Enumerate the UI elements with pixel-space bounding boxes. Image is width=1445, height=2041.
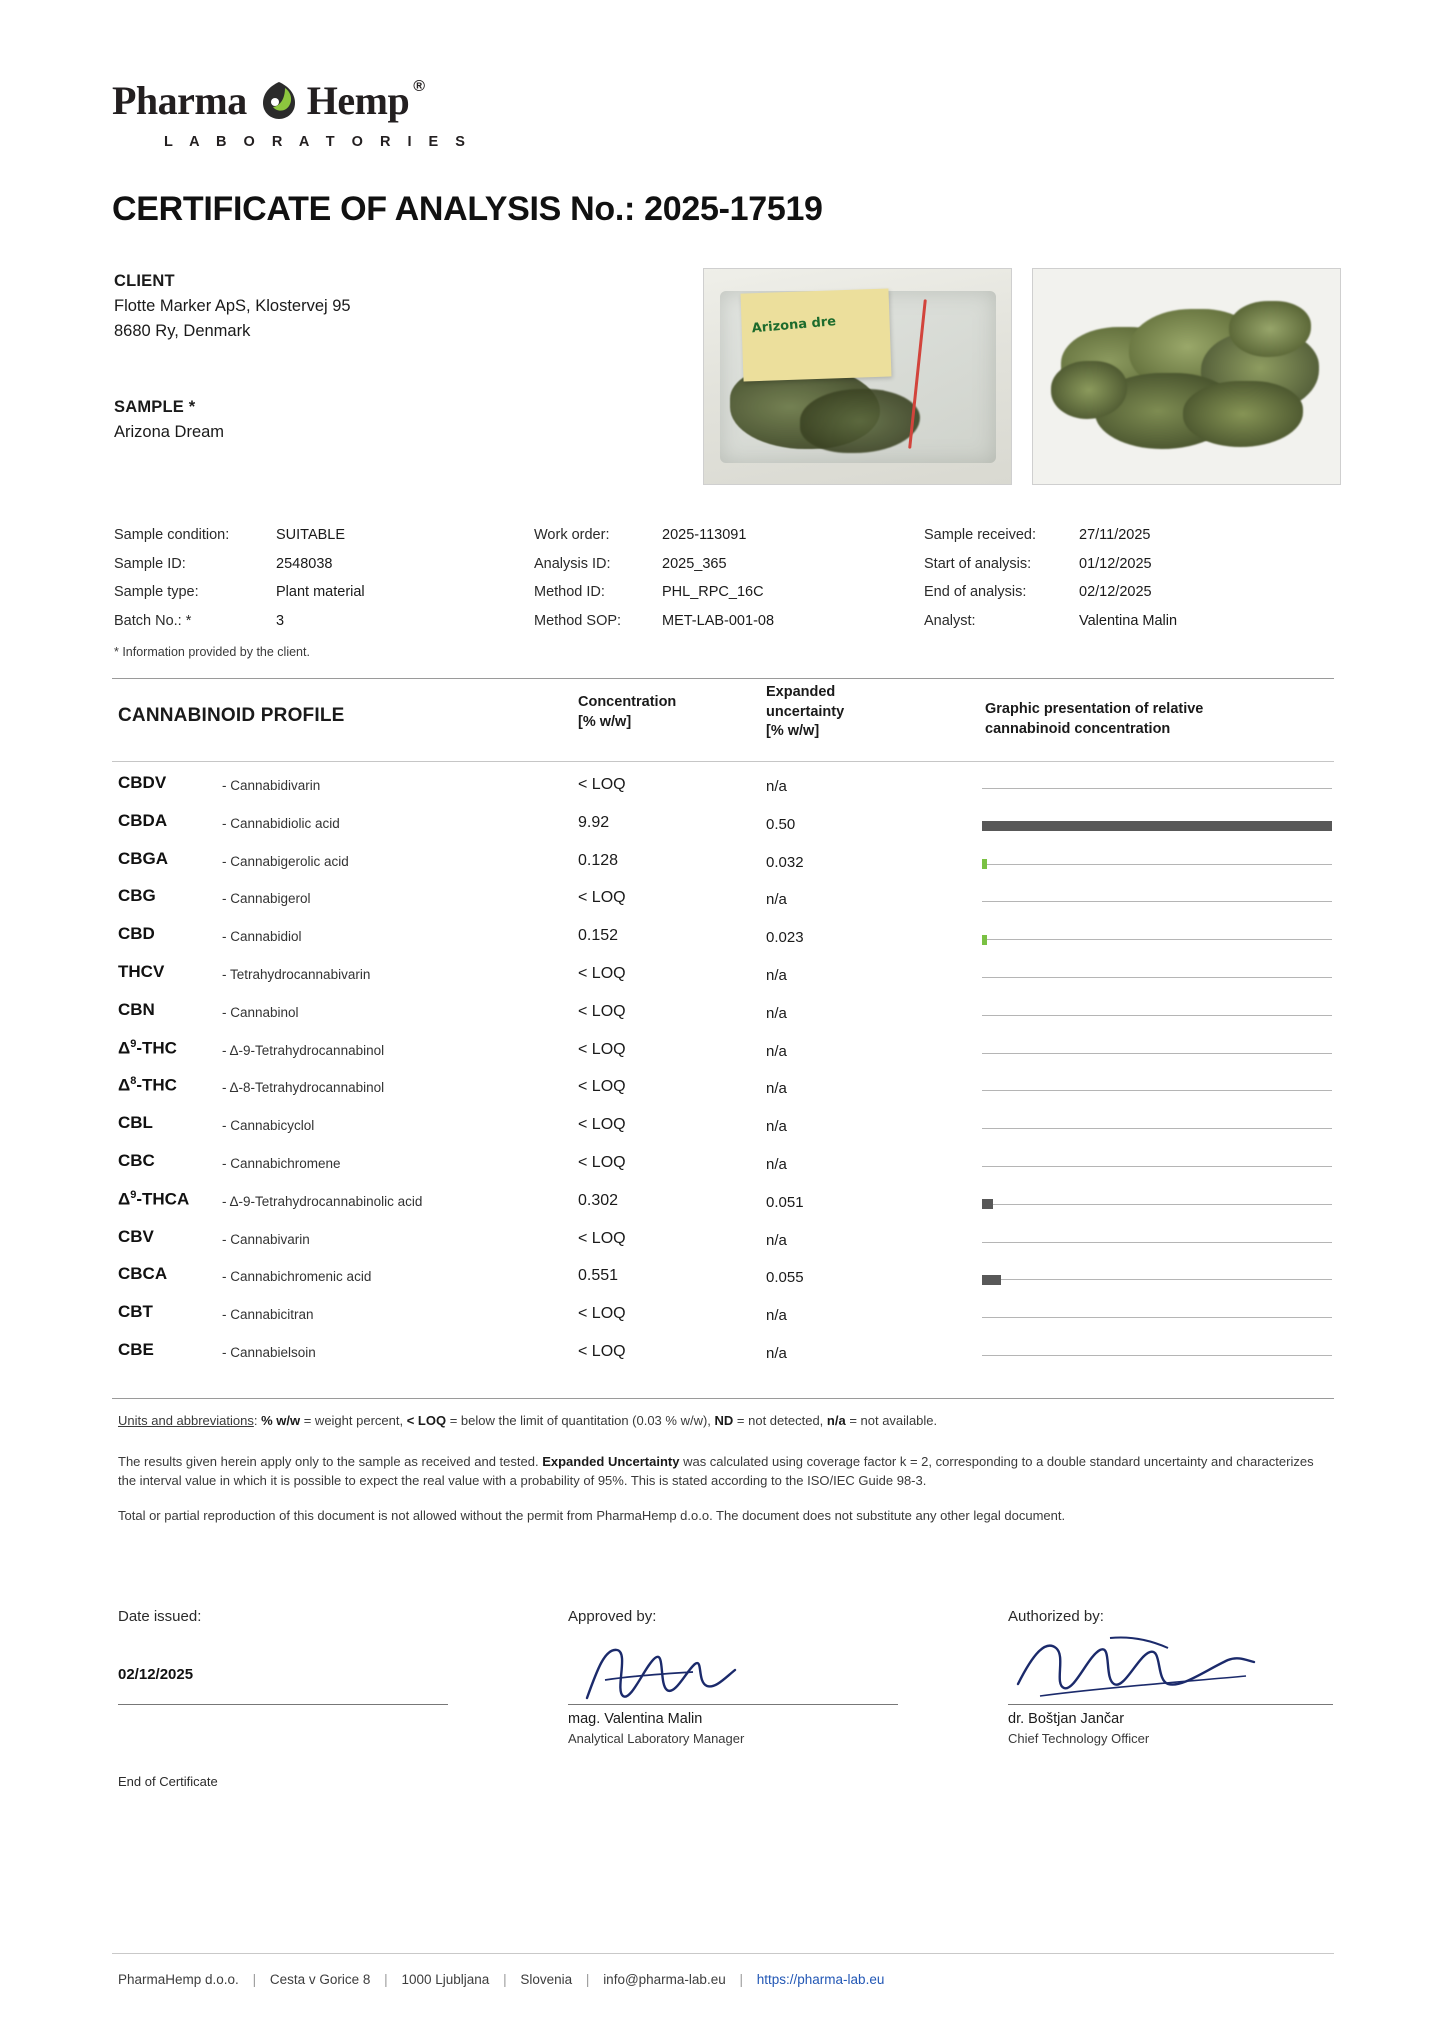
cannabinoid-abbreviation: CBT	[118, 1302, 153, 1322]
units-b4: n/a	[826, 1413, 846, 1428]
approved-signer-name: mag. Valentina Malin	[568, 1711, 703, 1727]
graph-line1: Graphic presentation of relative	[985, 701, 1204, 717]
logo-text-hemp: Hemp	[306, 77, 410, 123]
bar-track	[982, 788, 1332, 789]
table-row	[0, 1033, 1445, 1071]
bar-fill	[982, 1199, 993, 1209]
uncertainty-value: n/a	[766, 1042, 787, 1060]
concentration-value: < LOQ	[578, 1116, 626, 1134]
meta-row	[114, 613, 365, 629]
hemp-buds-photo	[1032, 268, 1341, 485]
cannabinoid-abbreviation: CBD	[118, 924, 155, 944]
footer-separator: |	[503, 1972, 507, 1987]
cannabinoid-name: - Cannabinol	[222, 1004, 299, 1020]
uncertainty-line2: uncertainty	[766, 703, 845, 720]
units-label: Units and abbreviations	[118, 1413, 254, 1428]
cannabinoid-name: - Cannabielsoin	[222, 1344, 316, 1360]
units-t2: = weight percent,	[300, 1413, 407, 1428]
bar-track	[982, 1317, 1332, 1318]
meta-row	[924, 527, 1177, 543]
footer-country: Slovenia	[520, 1972, 573, 1987]
table-row	[0, 1146, 1445, 1184]
bar-track	[982, 1166, 1332, 1167]
meta-row	[534, 613, 774, 629]
end-of-certificate: End of Certificate	[118, 1774, 218, 1789]
cannabinoid-abbreviation: CBV	[118, 1226, 154, 1246]
cannabinoid-name: - Cannabichromenic acid	[222, 1269, 372, 1285]
bar-track	[982, 977, 1332, 978]
logo-subtitle: L A B O R A T O R I E S	[164, 134, 472, 150]
cannabinoid-abbreviation: CBCA	[118, 1264, 168, 1284]
meta-value: 3	[276, 612, 285, 629]
table-row	[0, 957, 1445, 995]
uncertainty-value: n/a	[766, 1307, 787, 1325]
meta-key: Sample type:	[114, 584, 199, 600]
bar-track	[982, 1128, 1332, 1129]
concentration-value: < LOQ	[578, 776, 626, 793]
meta-value: SUITABLE	[276, 527, 346, 543]
units-t4: = not detected,	[733, 1413, 827, 1428]
table-header-uncertainty	[766, 683, 844, 742]
date-issued-label: Date issued:	[118, 1608, 202, 1625]
units-b1: % w/w	[261, 1413, 301, 1428]
client-address-line1: Flotte Marker ApS, Klostervej 95	[114, 297, 351, 315]
units-t3: = below the limit of quantitation (0.03 % w/w),	[446, 1413, 715, 1428]
meta-key: Batch No.: *	[114, 612, 192, 629]
uncertainty-line1: Expanded	[766, 684, 836, 700]
cannabinoid-name: - Cannabivarin	[222, 1231, 310, 1247]
page-title: CERTIFICATE OF ANALYSIS No.: 2025-17519	[112, 190, 823, 228]
authorized-signature	[1010, 1626, 1260, 1713]
meta-row	[114, 584, 365, 600]
cannabinoid-abbreviation: CBGA	[118, 848, 169, 868]
table-row	[0, 995, 1445, 1033]
footer-separator: |	[384, 1972, 388, 1987]
meta-value: 27/11/2025	[1079, 527, 1151, 543]
table-row	[0, 919, 1445, 957]
concentration-value: 0.128	[578, 851, 619, 869]
table-row	[0, 1184, 1445, 1222]
concentration-line2: [% w/w]	[578, 713, 632, 730]
client-address-line2: 8680 Ry, Denmark	[114, 322, 251, 340]
meta-key: Method SOP:	[534, 612, 622, 629]
meta-value: PHL_RPC_16C	[662, 584, 764, 600]
date-signature-line	[118, 1704, 448, 1705]
meta-row	[924, 613, 1177, 629]
units-note	[118, 1412, 1334, 1431]
footer-postal: 1000 Ljubljana	[401, 1972, 490, 1987]
cannabinoid-abbreviation: CBC	[118, 1150, 155, 1170]
approved-by-label: Approved by:	[568, 1608, 657, 1625]
table-row	[0, 844, 1445, 882]
bar-track	[982, 1204, 1332, 1205]
cannabinoid-abbreviation: CBL	[118, 1113, 153, 1133]
logo-row	[112, 72, 471, 128]
concentration-value: 0.551	[578, 1267, 619, 1285]
bar-fill	[982, 1275, 1001, 1285]
bar-fill	[982, 859, 987, 869]
meta-column-1	[114, 527, 365, 641]
table-row	[0, 881, 1445, 919]
approved-signer-role: Analytical Laboratory Manager	[568, 1731, 745, 1746]
client-heading: CLIENT	[114, 272, 175, 290]
bar-track	[982, 1355, 1332, 1356]
bar-fill	[982, 821, 1332, 831]
footer-separator: |	[739, 1972, 743, 1987]
cannabinoid-name: - Cannabidivarin	[222, 778, 321, 793]
meta-row	[114, 556, 365, 572]
bar-track	[982, 1053, 1332, 1054]
meta-row	[534, 527, 774, 543]
date-issued-value: 02/12/2025	[118, 1666, 194, 1683]
bar-track	[982, 1015, 1332, 1016]
concentration-value: < LOQ	[578, 1305, 626, 1323]
meta-key: End of analysis:	[924, 584, 1027, 600]
bar-track	[982, 939, 1332, 940]
reproduction-note: Total or partial reproduction of this document is not allowed without the permit from PharmaHemp d.o.o. The document does not substitute any other legal document.	[118, 1507, 1066, 1523]
logo-text-pharma: Pharma	[112, 77, 247, 123]
uncertainty-value: n/a	[766, 1155, 787, 1173]
cannabinoid-name: - Cannabicyclol	[222, 1118, 315, 1134]
uncertainty-value: 0.023	[766, 929, 804, 947]
uncertainty-value: 0.055	[766, 1269, 804, 1287]
uncertainty-value: n/a	[766, 1344, 787, 1362]
table-row	[0, 1259, 1445, 1297]
table-row	[0, 1108, 1445, 1146]
bar-track	[982, 1090, 1332, 1091]
concentration-value: < LOQ	[578, 1002, 626, 1020]
table-bottom-rule	[112, 1398, 1334, 1399]
authorized-signer-name: dr. Boštjan Jančar	[1008, 1711, 1125, 1727]
footer-separator: |	[585, 1972, 590, 1987]
concentration-value: < LOQ	[578, 1078, 626, 1096]
cannabinoid-name: - Cannabigerolic acid	[222, 853, 349, 869]
graph-line2: cannabinoid concentration	[985, 720, 1171, 737]
meta-row	[924, 584, 1177, 600]
leaf-drop-icon	[255, 78, 301, 122]
concentration-value: < LOQ	[578, 1229, 626, 1247]
meta-value: 02/12/2025	[1079, 584, 1152, 600]
meta-row	[924, 556, 1177, 572]
uncertainty-line3: [% w/w]	[766, 723, 820, 740]
meta-value: 2548038	[276, 555, 333, 572]
concentration-value: 0.302	[578, 1191, 619, 1209]
uncertainty-note-a: The results given herein apply only to the sample as received and tested.	[118, 1453, 543, 1469]
meta-row	[534, 556, 774, 572]
bar-track	[982, 1279, 1332, 1280]
authorized-signature-line	[1008, 1704, 1333, 1705]
footer-email[interactable]: info@pharma-lab.eu	[603, 1972, 726, 1987]
units-t5: = not available.	[845, 1413, 938, 1428]
sample-name: Arizona Dream	[114, 423, 225, 441]
uncertainty-value: 0.032	[766, 853, 804, 871]
sample-heading: SAMPLE *	[114, 398, 196, 416]
uncertainty-note	[118, 1453, 1334, 1491]
cannabinoid-name: - Cannabidiolic acid	[222, 815, 340, 831]
uncertainty-value: n/a	[766, 1080, 787, 1098]
meta-row	[114, 527, 365, 543]
footer-separator: |	[252, 1972, 257, 1987]
meta-value: Plant material	[276, 584, 365, 600]
table-header-graph	[985, 700, 1203, 739]
bar-track	[982, 1242, 1332, 1243]
registered-mark: ®	[413, 78, 425, 95]
units-b3: ND	[714, 1413, 734, 1428]
notes-block	[118, 1412, 1334, 1541]
meta-value: 01/12/2025	[1079, 555, 1152, 572]
cannabinoid-name: - Cannabichromene	[222, 1155, 341, 1171]
bag-label-text: Arizona dre	[751, 314, 837, 337]
meta-column-3	[924, 527, 1177, 641]
authorized-signer-role: Chief Technology Officer	[1008, 1731, 1150, 1746]
footer	[118, 1972, 884, 1987]
meta-key: Method ID:	[534, 584, 605, 600]
table-row	[0, 806, 1445, 844]
cannabinoid-abbreviation: CBDV	[118, 773, 167, 792]
table-header-rule	[112, 761, 1334, 762]
meta-row	[534, 584, 774, 600]
meta-value: MET-LAB-001-08	[662, 612, 775, 629]
uncertainty-value: 0.051	[766, 1193, 804, 1211]
concentration-value: < LOQ	[578, 1153, 626, 1171]
meta-column-2	[534, 527, 774, 641]
meta-value: Valentina Malin	[1079, 612, 1178, 629]
concentration-value: < LOQ	[578, 1040, 626, 1058]
table-row	[0, 1297, 1445, 1335]
cannabinoid-abbreviation: CBE	[118, 1339, 154, 1359]
concentration-value: 9.92	[578, 813, 610, 831]
approved-signature-line	[568, 1704, 898, 1705]
authorized-by-label: Authorized by:	[1008, 1608, 1104, 1625]
table-header-profile: CANNABINOID PROFILE	[118, 705, 345, 726]
client-block	[114, 272, 514, 341]
cannabinoid-name: - Cannabicitran	[222, 1307, 314, 1323]
cannabinoid-abbreviation: CBN	[118, 999, 155, 1019]
footer-company: PharmaHemp d.o.o.	[118, 1972, 239, 1987]
footer-address: Cesta v Gorice 8	[269, 1972, 371, 1987]
uncertainty-value: n/a	[766, 1118, 787, 1136]
cannabinoid-abbreviation: $\Delta^9$-THC	[118, 1037, 177, 1058]
cannabinoid-name: - Δ-9-Tetrahydrocannabinol	[222, 1042, 385, 1058]
bar-track	[982, 864, 1332, 865]
uncertainty-value: n/a	[766, 966, 787, 984]
meta-key: Analysis ID:	[534, 555, 611, 572]
uncertainty-value: n/a	[766, 1004, 787, 1022]
footer-website-link[interactable]: https://pharma-lab.eu	[756, 1972, 885, 1987]
sample-block	[114, 398, 514, 442]
table-row	[0, 1070, 1445, 1108]
meta-key: Sample ID:	[114, 555, 186, 572]
cannabinoid-name: - Cannabidiol	[222, 929, 302, 945]
cannabinoid-abbreviation: CBDA	[118, 810, 168, 830]
units-t1: :	[253, 1413, 262, 1428]
cannabinoid-name: - Cannabigerol	[222, 891, 311, 907]
cannabinoid-abbreviation: $\Delta^9$-THCA	[118, 1188, 190, 1209]
client-info-footnote: * Information provided by the client.	[114, 645, 310, 659]
cannabinoid-abbreviation: THCV	[118, 961, 165, 981]
footer-rule	[112, 1953, 1334, 1954]
table-row	[0, 1335, 1445, 1373]
meta-key: Sample received:	[924, 527, 1037, 543]
cannabinoid-name: - Δ-9-Tetrahydrocannabinolic acid	[222, 1193, 423, 1209]
meta-key: Start of analysis:	[924, 555, 1032, 572]
cannabinoid-abbreviation: CBG	[118, 886, 156, 906]
cannabinoid-table	[0, 768, 1445, 1373]
concentration-line1: Concentration	[578, 694, 677, 710]
bag-label	[741, 288, 892, 381]
meta-key: Sample condition:	[114, 527, 230, 543]
uncertainty-note-c: was calculated using coverage factor k = 2, corresponding to a double standard uncertainty and characterizes the interval value in which it is possible to expect the real value with a probability of 95%. This is stated according to the ISO/IEC Guide 98-3.	[118, 1453, 1314, 1488]
uncertainty-note-b: Expanded Uncertainty	[542, 1453, 680, 1469]
meta-value: 2025_365	[662, 555, 727, 572]
uncertainty-value: n/a	[766, 1231, 787, 1249]
units-b2: < LOQ	[406, 1413, 447, 1428]
brand-logo	[112, 72, 471, 150]
table-row	[0, 768, 1445, 806]
table-header-concentration	[578, 693, 676, 732]
concentration-value: < LOQ	[578, 964, 626, 982]
meta-value: 2025-113091	[662, 527, 747, 543]
bar-fill	[982, 935, 987, 945]
uncertainty-value: n/a	[766, 891, 787, 909]
table-row	[0, 1222, 1445, 1260]
sample-bag-photo	[703, 268, 1012, 485]
uncertainty-value: 0.50	[766, 815, 796, 833]
meta-key: Analyst:	[924, 612, 976, 629]
bar-track	[982, 901, 1332, 902]
table-top-rule	[112, 678, 1334, 679]
concentration-value: < LOQ	[578, 1342, 626, 1360]
uncertainty-value: n/a	[766, 778, 787, 795]
cannabinoid-abbreviation: $\Delta^8$-THC	[118, 1075, 177, 1096]
meta-key: Work order:	[534, 527, 610, 543]
concentration-value: 0.152	[578, 927, 619, 945]
cannabinoid-name: - Tetrahydrocannabivarin	[222, 966, 371, 982]
concentration-value: < LOQ	[578, 889, 626, 907]
cannabinoid-name: - Δ-8-Tetrahydrocannabinol	[222, 1080, 385, 1096]
